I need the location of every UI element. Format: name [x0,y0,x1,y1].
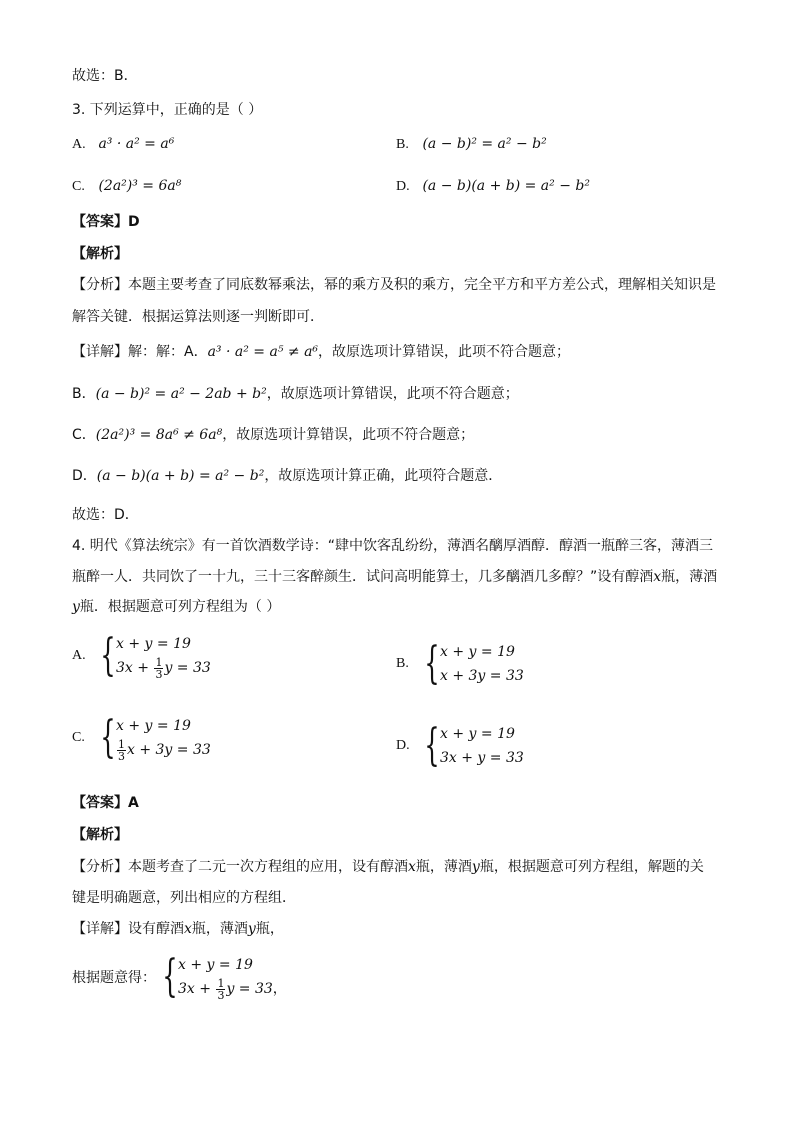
answer-choice-line: 故选：B． [72,68,138,84]
detail-tail: ，故原选项计算正确，此项符合题意． [264,468,503,484]
equation-system [178,953,287,1001]
system-prefix: 根据题意得： [72,970,156,986]
detail-text: 【详解】设有醇酒 [72,921,184,937]
detail-prefix: 【详解】解：解：A． [72,344,208,360]
detail-expression: (a − b)(a + b) = a² − b² [96,468,265,484]
numerator: 1 [217,976,225,990]
equation-2: 3x + y = 33 [440,750,524,766]
detail-tail: ，故原选项计算错误，此项不符合题意； [266,386,519,402]
equation-system [440,722,524,770]
q3-analysis-line-1: 【分析】本题主要考查了同底数幂乘法，幂的乘方及积的乘方，完全平方和平方差公式，理解相关知识是 [72,277,716,293]
fraction [117,739,126,762]
detail-expression: (a − b)² = a² − 2ab + b² [95,386,267,402]
eq-part: y = 33 [164,660,211,676]
denominator: 3 [217,988,225,1002]
detail-text: 瓶，薄酒 [191,921,248,937]
answer-choice-line-2: 故选：D． [72,507,139,523]
question-3-stem: 3. 下列运算中，正确的是（ ） [72,102,263,118]
equation-2 [178,977,287,1001]
option-expression: (a − b)(a + b) = a² − b² [422,178,590,194]
q3-detail-a [72,342,570,362]
detail-expression: a³ · a² = a⁵ ≠ a⁶ [207,344,319,360]
q3-detail-b [72,384,519,404]
option-expression: (2a²)³ = 6a⁸ [98,178,182,194]
detail-prefix: D． [72,468,97,484]
eq-part: 3x + [116,660,154,676]
analysis-text: 【分析】本题考查了二元一次方程组的应用，设有醇酒 [72,859,408,875]
q3-answer: 【答案】D [72,214,140,230]
equation-1: x + y = 19 [116,718,191,734]
variable-x: x [408,859,416,875]
option-label: A. [72,137,86,152]
detail-text: 瓶， [255,921,284,937]
equation-2 [116,738,211,762]
q4-detail-system [72,953,287,1001]
brace-symbol: { [100,630,116,681]
equation-system [116,632,211,680]
q3-analysis-line-2: 解答关键．根据运算法则逐一判断即可． [72,309,324,325]
equation-1: x + y = 19 [440,726,515,742]
detail-prefix: B． [72,386,96,402]
detail-expression: (2a²)³ = 8a⁶ ≠ 6a⁸ [95,427,223,443]
brace-symbol: { [100,712,116,763]
option-label: A. [72,648,86,663]
q3-option-a [72,133,174,156]
option-expression: (a − b)² = a² − b² [422,136,547,152]
q4-option-d [396,722,524,770]
q4-option-a [72,632,211,680]
q3-option-d [396,175,590,198]
eq-part: 3x + [178,981,216,997]
brace-symbol: { [424,720,440,771]
option-label: B. [396,137,409,152]
stem-text: 瓶醉一人．共同饮了一十九，三十三客醉颜生．试问高明能算士，几多醨酒几多醇？”设有醇酒 [72,569,654,585]
detail-tail: ，故原选项计算错误，此项不符合题意； [318,344,571,360]
equation-1: x + y = 19 [178,957,253,973]
q3-analysis-heading: 【解析】 [72,246,128,262]
q4-analysis-line-1 [72,857,704,877]
variable-y: y [72,599,80,615]
option-label: D. [396,179,410,194]
numerator: 1 [118,737,125,751]
q4-analysis-line-2: 键是明确题意，列出相应的方程组． [72,890,296,906]
q3-detail-c [72,425,474,445]
numerator: 1 [155,655,163,669]
brace-symbol: { [162,951,178,1002]
q4-option-c [72,714,211,762]
question-4-stem-line-1: 4. 明代《算法统宗》有一首饮酒数学诗：“肆中饮客乱纷纷，薄酒名醨厚酒醇．醇酒一瓶醉三客，薄酒三 [72,538,714,554]
q3-option-b [396,133,547,156]
question-4-stem-line-2 [72,567,717,587]
eq-part: y = 33 [226,981,273,997]
denominator: 3 [118,749,125,763]
analysis-text: 瓶，根据题意可列方程组，解题的关 [479,859,704,875]
option-label: C. [72,730,85,745]
q4-answer: 【答案】A [72,795,139,811]
option-label: B. [396,656,409,671]
detail-tail: ，故原选项计算错误，此项不符合题意； [222,427,475,443]
equation-2 [116,656,211,680]
variable-x: x [184,921,192,937]
analysis-text: 瓶，薄酒 [415,859,472,875]
option-expression: a³ · a² = a⁶ [98,136,175,152]
q3-detail-d [72,466,502,486]
stem-text: 瓶．根据题意可列方程组为（ ） [79,599,281,615]
fraction [216,978,225,1001]
detail-prefix: C． [72,427,96,443]
q4-option-b [396,640,524,688]
q3-option-c [72,175,181,198]
equation-system [116,714,211,762]
equation-1: x + y = 19 [116,636,191,652]
variable-y: y [471,859,480,875]
equation-1: x + y = 19 [440,644,515,660]
equation-system [440,640,524,688]
equation-2: x + 3y = 33 [440,668,524,684]
option-label: C. [72,179,85,194]
brace-symbol: { [424,638,440,689]
question-4-stem-line-3 [72,597,280,617]
option-label: D. [396,738,410,753]
variable-x: x [653,569,662,585]
stem-text: 瓶，薄酒 [661,569,718,585]
variable-y: y [247,921,256,937]
q4-detail-line [72,919,284,939]
fraction [154,657,163,680]
denominator: 3 [155,667,163,681]
q4-analysis-heading: 【解析】 [72,827,128,843]
eq-part: x + 3y = 33 [127,742,211,758]
system-suffix: ， [272,981,287,997]
